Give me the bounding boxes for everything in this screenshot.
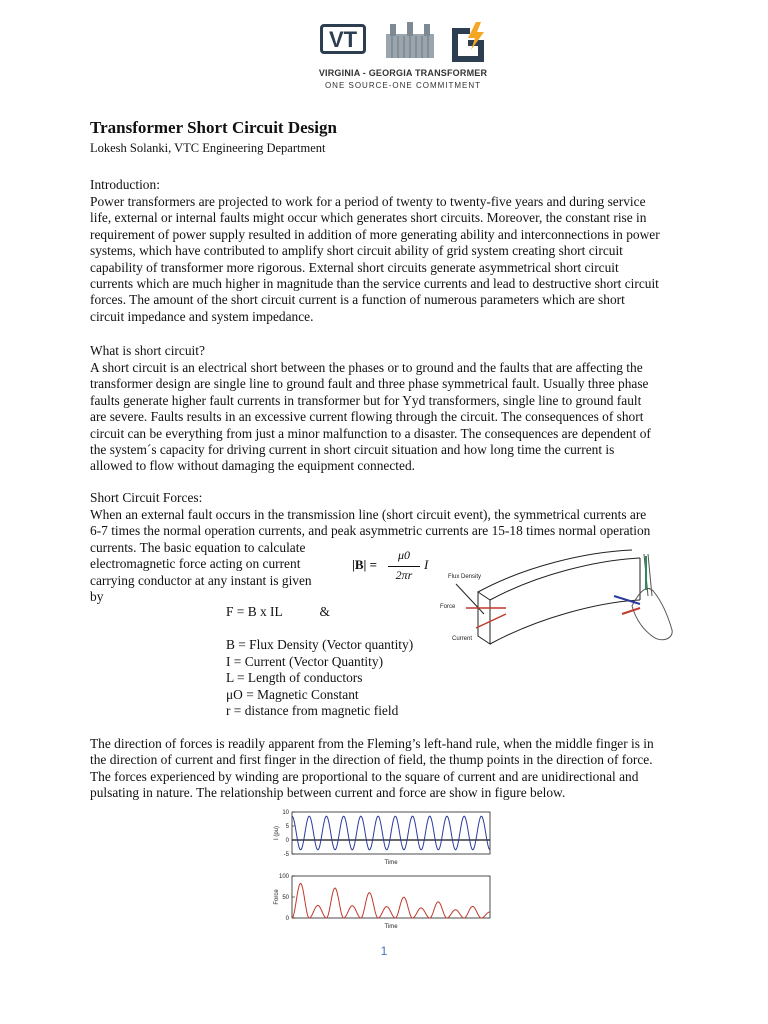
y-axis-label: Force xyxy=(274,889,280,905)
forces-heading: Short Circuit Forces: xyxy=(90,490,203,505)
company-name: VIRGINIA - GEORGIA TRANSFORMER xyxy=(318,68,488,78)
formula-denominator: 2πr xyxy=(395,568,413,582)
forces-line: When an external fault occurs in the transmission line (short circuit event), the symmetrical currents are xyxy=(90,507,647,522)
current-arrow xyxy=(476,614,506,628)
intro-line: circuit impedance and system impedance. xyxy=(90,308,314,324)
company-tagline: ONE SOURCE-ONE COMMITMENT xyxy=(324,81,482,90)
left-hand-rule-illustration xyxy=(632,554,672,640)
forces-line: electromagnetic force acting on current xyxy=(90,556,301,571)
definition-item: r = distance from magnetic field xyxy=(226,703,399,718)
y-tick-label: 50 xyxy=(282,895,289,901)
fraction-bar xyxy=(388,566,420,567)
what-line: circuit can be everything from just a minor malfunction to a disaster. The consequences are dependent of xyxy=(90,425,651,441)
what-heading: What is short circuit? xyxy=(90,343,205,358)
intro-line: systems, which have contributed to amplify short circuit ability of grid system creating short circuit xyxy=(90,243,623,259)
definition-item: B = Flux Density (Vector quantity) xyxy=(226,637,414,652)
what-line: are severe. Faults results in an excessive current flowing through the circuit. The consequences of short xyxy=(90,409,644,425)
intro-line: Power transformers are projected to work for a period of twenty to twenty-five years and during service xyxy=(90,194,646,209)
what-line: the system´s capacity for driving current in short circuit situation and how long time the current is xyxy=(90,442,615,458)
intro-heading: Introduction: xyxy=(90,177,160,192)
y-tick-label: 5 xyxy=(285,824,289,830)
ampersand: & xyxy=(319,604,330,619)
definition-item: μO = Magnetic Constant xyxy=(226,687,359,702)
conductor-force-diagram xyxy=(436,544,686,664)
what-paragraph xyxy=(90,360,686,475)
flux-density-formula xyxy=(352,548,436,584)
forces-line: 6-7 times the normal operation currents, and peak asymmetric currents are 15-18 times normal operation xyxy=(90,523,651,538)
definition-item: I = Current (Vector Quantity) xyxy=(226,654,384,669)
intro-line: capability of transformer more rigorous. External short circuits generate asymmetrical short circuit xyxy=(90,259,619,275)
g-bolt-logo-icon xyxy=(448,20,490,64)
fleming-line: the direction of current and first finger in the direction of field, the thump points in the direction of force. xyxy=(90,752,653,768)
force-equation xyxy=(226,604,330,620)
author-line: Lokesh Solanki, VTC Engineering Department xyxy=(90,141,326,155)
fleming-paragraph xyxy=(90,736,686,802)
equation-text: F = B x IL xyxy=(226,604,283,619)
flux-arrow xyxy=(456,584,484,614)
diagram-label-flux: Flux Density xyxy=(448,574,482,580)
what-line: transformer design are single line to ground fault and three phase symmetrical fault. Usually three phase xyxy=(90,376,649,392)
forces-line: currents. The basic equation to calculate xyxy=(90,540,306,555)
fleming-line: The direction of forces is readily apparent from the Fleming’s left-hand rule, when the middle finger is in xyxy=(90,736,654,751)
x-axis-label: Time xyxy=(384,924,398,930)
intro-line: currents which are much higher in magnitude than the service currents and lead to destructive short circuit xyxy=(90,276,659,292)
series-line xyxy=(292,883,490,918)
y-tick-label: 0 xyxy=(285,838,289,844)
current-time-chart xyxy=(270,808,496,868)
diagram-label-force: Force xyxy=(440,604,456,610)
definition-item: L = Length of conductors xyxy=(226,670,363,685)
what-line: A short circuit is an electrical short between the phases or to ground and the faults that are affecting the xyxy=(90,360,643,375)
series-line xyxy=(292,816,490,850)
y-tick-label: 100 xyxy=(278,874,289,880)
page-number: 1 xyxy=(380,944,388,958)
y-axis-label: I (pu) xyxy=(274,825,280,841)
force-time-chart xyxy=(270,872,496,932)
what-line: allowed to flow without damaging the equipment connected. xyxy=(90,458,416,474)
formula-lhs: |B| = xyxy=(352,557,378,572)
formula-numerator: μ0 xyxy=(397,548,411,562)
y-tick-label: -5 xyxy=(283,852,289,858)
fleming-line: The forces experienced by winding are proportional to the square of current and are unidirectional and xyxy=(90,768,639,784)
company-logo xyxy=(318,18,488,94)
intro-paragraph xyxy=(90,194,686,325)
document-title: Transformer Short Circuit Design xyxy=(90,118,337,137)
forces-line: carrying conductor at any instant is given xyxy=(90,573,312,588)
intro-line: forces. The amount of the short circuit current is a function of numerous parameters which are short xyxy=(90,292,625,308)
y-tick-label: 0 xyxy=(285,916,289,922)
vt-logo-mark: VT xyxy=(320,24,366,54)
diagram-label-current: Current xyxy=(452,636,473,642)
intro-line: life, external or internal faults might occur which generates short circuits. Moreover, the constant rise in xyxy=(90,210,647,226)
what-line: faults generate higher fault currents in transformer but for Yyd transformers, single line to ground fault xyxy=(90,392,642,408)
intro-line: requirement of power supply resulted in addition of more generating ability and interconnections in power xyxy=(90,226,660,242)
fleming-line: pulsating in nature. The relationship between current and force are show in figure below. xyxy=(90,785,566,801)
formula-rhs: I xyxy=(424,557,429,572)
x-axis-label: Time xyxy=(384,860,398,866)
transformer-icon xyxy=(380,20,440,62)
forces-line: by xyxy=(90,589,104,604)
current-finger-arrow xyxy=(622,608,640,614)
y-tick-label: 10 xyxy=(282,810,289,816)
